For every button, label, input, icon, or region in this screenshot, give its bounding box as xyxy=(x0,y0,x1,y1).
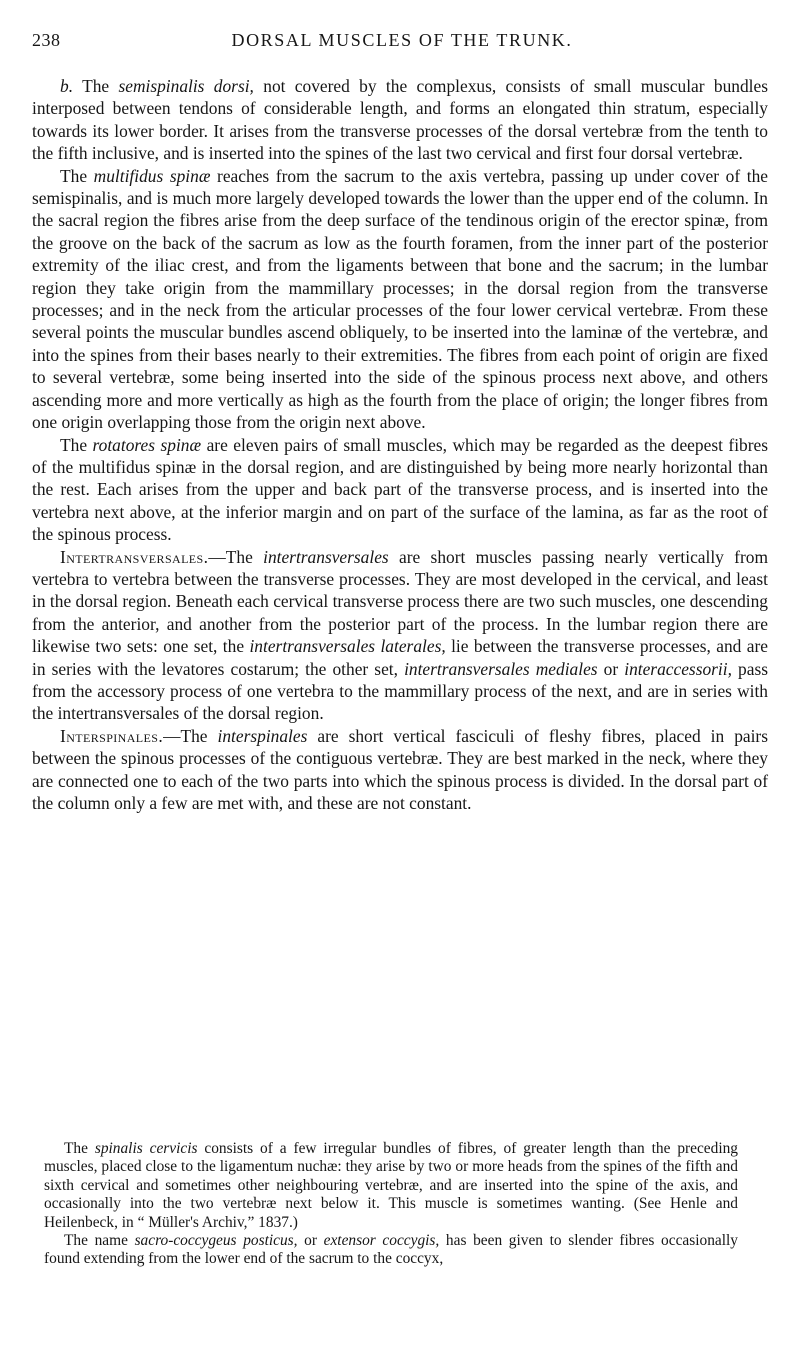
paragraph-intertransversales xyxy=(32,546,768,725)
page-number: 238 xyxy=(32,30,61,50)
text-run: The xyxy=(64,1140,95,1157)
paragraph-multifidus-spinae xyxy=(32,165,768,434)
text-run: —The xyxy=(163,725,218,746)
text-run: pass from the accessory process of one vertebra to the mammillary process of the next, and are in series with the intertransversales of the dorsal region. xyxy=(32,658,768,724)
footnote-spinalis-cervicis xyxy=(44,1140,738,1232)
text-run: The xyxy=(60,434,93,455)
page-header xyxy=(32,30,772,60)
section-heading: Intertransversales. xyxy=(60,546,209,567)
muscle-name: semispinalis dorsi, xyxy=(118,76,254,96)
section-heading: Interspinales. xyxy=(60,725,164,746)
muscle-name: intertransversales laterales, xyxy=(249,636,446,657)
footnote-sacro-coccygeus xyxy=(44,1232,738,1269)
muscle-name: rotatores spinæ xyxy=(92,434,202,455)
text-run: are eleven pairs of small muscles, which may be regarded as the deepest fibres of the multifidus spinæ in the dorsal region, and are distinguished by being more nearly horizontal than the rest. Each arises from the upper and back part of the transverse process, and is inserted into the vertebra next above, at the inferior margin and on part of the surface of the lamina, as far as the root of the spinous process. xyxy=(32,434,768,545)
text-run: —The xyxy=(208,546,264,567)
muscle-name: spinalis cervicis xyxy=(94,1140,198,1157)
text-run: consists of a few irregular bundles of fibres, of greater length than the preceding muscles, placed close to the ligamentum nuchæ: they arise by two or more heads from the spines of the fifth and sixth cervical and sometimes other neighbouring vertebræ, and are inserted into the spine of the axis, and occasionally into the two vertebræ next below it. This muscle is sometimes wanting. (See Henle and Heilenbeck, in “ Müller's Archiv,” 1837.) xyxy=(44,1140,738,1231)
muscle-name: intertransversales xyxy=(263,546,389,567)
text-run: The xyxy=(60,165,94,186)
footnotes xyxy=(44,1140,738,1269)
text-run: has been given to slender fibres occasionally found extending from the lower end of the sacrum to the coccyx, xyxy=(44,1232,738,1268)
paragraph-rotatores-spinae xyxy=(32,434,768,546)
text-run: The name xyxy=(64,1232,135,1250)
text-run: lie between the transverse processes, and are in series with the levatores costarum; the other set, xyxy=(32,636,768,679)
text-run: or xyxy=(597,658,625,679)
text-run: are short vertical fasciculi of fleshy fibres, placed in pairs between the spinous processes of the contiguous vertebræ. They are best marked in the neck, where they are connected one to each of the two parts into which the spinous process is divided. In the dorsal part of the column only a few are met with, and these are not constant. xyxy=(32,725,768,813)
section-letter: b. xyxy=(60,76,74,96)
muscle-name: sacro-coccygeus posticus, xyxy=(134,1232,298,1250)
muscle-name: multifidus spinæ xyxy=(93,165,211,186)
body-text xyxy=(32,75,768,814)
running-title: DORSAL MUSCLES OF THE TRUNK. xyxy=(231,30,573,50)
text-run: The xyxy=(73,76,119,96)
muscle-name: extensor coccygis, xyxy=(323,1232,440,1250)
text-run: are short muscles passing nearly vertically from vertebra to vertebra between the transverse processes. They are most developed in the cervical, and least in the dorsal region. Beneath each cervical transverse process there are two such muscles, one descending from the anterior, and another from the posterior part of the process. In the lumbar region there are likewise two sets: one set, the xyxy=(32,546,768,657)
muscle-name: intertransversales mediales xyxy=(404,658,598,679)
muscle-name: interspinales xyxy=(217,725,308,746)
text-run: reaches from the sacrum to the axis vertebra, passing up under cover of the semispinalis, and is much more largely developed towards the lower than the upper end of the column. In the sacral region the fibres arise from the deep surface of the tendinous origin of the erector spinæ, from the groove on the back of the sacrum as low as the fourth foramen, from the inner part of the posterior extremity of the iliac crest, and from the ligaments between that bone and the sacrum; in the lumbar region they take origin from the mammillary processes; in the dorsal region from the transverse processes; and in the neck from the articular processes of the four lower cervical vertebræ. From these several points the muscular bundles ascend obliquely, to be inserted into the laminæ of the vertebræ, and into the spines from their bases nearly to their extremities. The fibres from each point of origin are fixed to several vertebræ, some being inserted into the side of the spinous process next above, and others ascending more and more vertically as high as the fourth from the place of origin; the longer fibres from one origin overlapping those from the origin next above. xyxy=(32,165,769,433)
paragraph-interspinales xyxy=(32,725,768,815)
paragraph-semispinalis-dorsi xyxy=(32,75,768,165)
text-run: not covered by the complexus, consists of small muscular bundles interposed between tendons of considerable length, and forms an elongated thin stratum, especially towards its lower border. It arises from the transverse processes of the dorsal vertebræ from the tenth to the fifth inclusive, and is inserted into the spines of the last two cervical and first four dorsal vertebræ. xyxy=(32,76,768,164)
text-run: or xyxy=(297,1232,324,1250)
muscle-name: interaccessorii, xyxy=(624,658,732,679)
